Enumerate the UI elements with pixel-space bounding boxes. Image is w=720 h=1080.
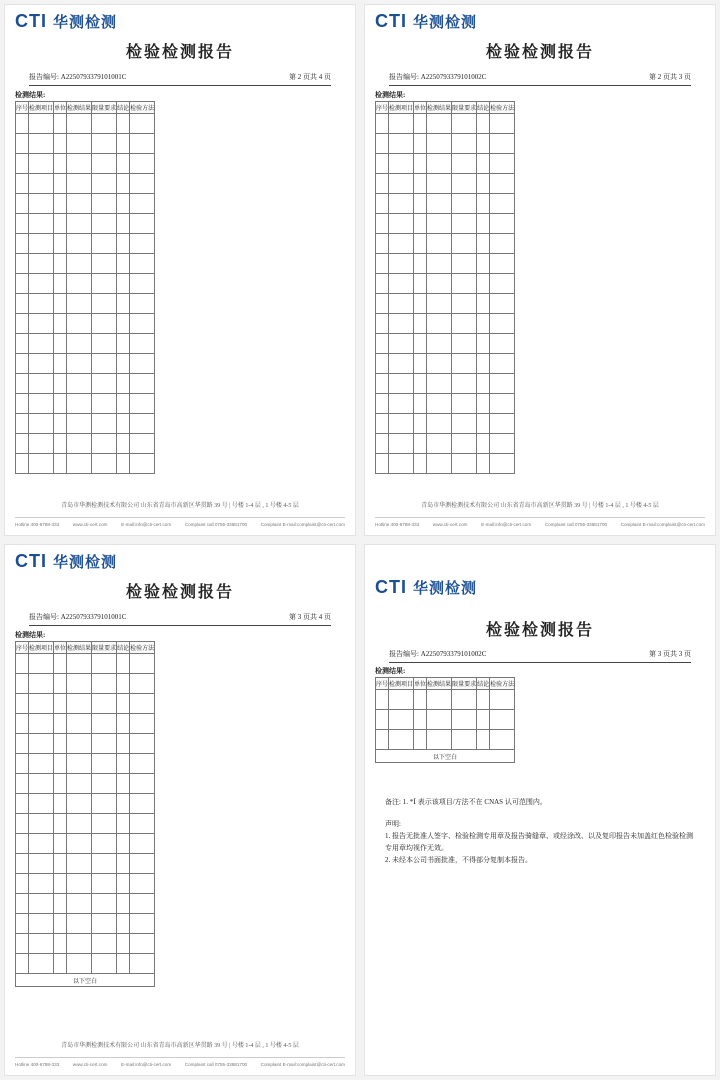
page-footer: Hotline 400-6788-333 www.cti-cert.com E-mail:info@cti-cert.com Complaint call 0755-33681700 Complaint E-mail:complaint@cti-cert.com xyxy=(375,517,705,527)
page-title: 检验检测报告 xyxy=(125,44,234,61)
blank-row: 以下空白 xyxy=(16,974,155,987)
notes-block xyxy=(385,797,695,866)
report-page-1 xyxy=(4,4,356,536)
company-address: 青岛市华测检测技术有限公司 山东省青岛市高新区华贯路 39 号 | 号楼 1-4 层 , 1 号楼 4-5 层 xyxy=(61,503,299,509)
report-meta: 报告编号: A2250793379101002C 第 2 页共 3 页 xyxy=(389,72,691,86)
company-address: 青岛市华测检测技术有限公司 山东省青岛市高新区华贯路 39 号 | 号楼 1-4 层 , 1 号楼 4-5 层 xyxy=(421,503,659,509)
cti-logo: CTI 华测检测 xyxy=(15,11,118,31)
page-footer: Hotline 400-6788-333 www.cti-cert.com E-mail:info@cti-cert.com Complaint call 0755-33681700 Complaint E-mail:complaint@cti-cert.com xyxy=(15,1057,345,1067)
statement-2: 2. 未经本公司书面批准，不得部分复制本报告。 xyxy=(385,855,532,864)
report-page-2 xyxy=(364,4,716,536)
report-page-4 xyxy=(364,544,716,1076)
table-header: 序号 检测项目 单位 检测结果 限量要求 结论 检验方法 xyxy=(376,102,515,114)
section-label: 检测结果: xyxy=(15,631,46,639)
page-footer: Hotline 400-6788-333 www.cti-cert.com E-mail:info@cti-cert.com Complaint call 0755-33681700 Complaint E-mail:complaint@cti-cert.com xyxy=(15,517,345,527)
result-table xyxy=(15,641,155,987)
cti-logo: CTI 华测检测 xyxy=(375,577,478,597)
table-header: 序号 检测项目 单位 检测结果 限量要求 结论 检验方法 xyxy=(376,678,515,690)
table-header: 序号 检测项目 单位 检测结果 限量要求 结论 检验方法 xyxy=(16,102,155,114)
cti-logo: CTI 华测检测 xyxy=(375,11,478,31)
report-meta: 报告编号: A2250793379101001C 第 2 页共 4 页 xyxy=(29,72,331,86)
remark-text: 备注: 1. *Ⅰ 表示该项目/方法不在 CNAS 认可范围内。 xyxy=(385,798,547,806)
section-label: 检测结果: xyxy=(15,91,46,99)
report-page-3 xyxy=(4,544,356,1076)
cti-logo: CTI 华测检测 xyxy=(15,551,118,571)
result-table xyxy=(15,101,155,474)
page-title: 检验检测报告 xyxy=(485,622,594,639)
page-title: 检验检测报告 xyxy=(125,584,234,601)
result-table xyxy=(375,101,515,474)
result-table xyxy=(375,677,515,763)
company-address: 青岛市华测检测技术有限公司 山东省青岛市高新区华贯路 39 号 | 号楼 1-4 层 , 1 号楼 4-5 层 xyxy=(61,1043,299,1049)
section-label: 检测结果: xyxy=(375,667,406,675)
statement-1: 1. 报告无批准人签字、检验检测专用章及报告骑缝章、或经涂改、以及复印报告未加盖红色检验检测专用章均视作无效。 xyxy=(385,831,693,852)
section-label: 检测结果: xyxy=(375,91,406,99)
page-title: 检验检测报告 xyxy=(485,44,594,61)
statement-title: 声明: xyxy=(385,819,401,828)
report-meta: 报告编号: A2250793379101002C 第 3 页共 3 页 xyxy=(389,649,691,663)
blank-row: 以下空白 xyxy=(376,750,515,763)
report-meta: 报告编号: A2250793379101001C 第 3 页共 4 页 xyxy=(29,612,331,626)
table-header: 序号 检测项目 单位 检测结果 限量要求 结论 检验方法 xyxy=(16,642,155,654)
